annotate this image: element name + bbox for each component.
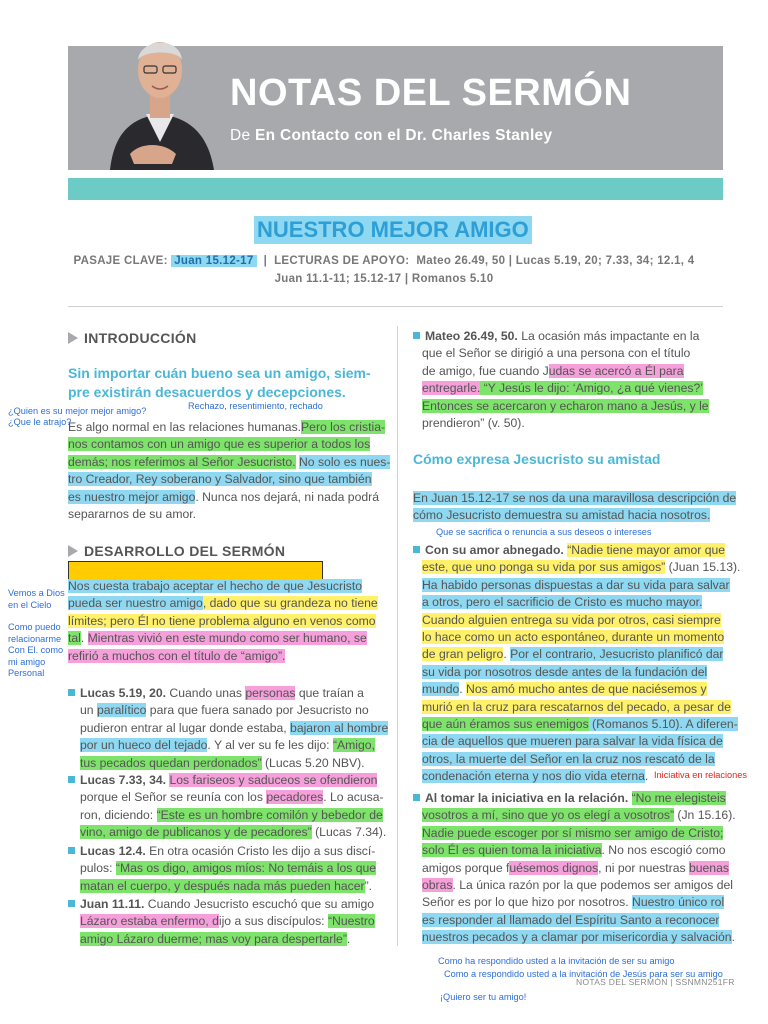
speaker-portrait [100, 14, 220, 170]
lucas7-item: Lucas 7.33, 34. Los fariseos y saduceos se ofendieron porque el Señor se reunía con los pecadores. Lo acusa- ron, diciendo: “Este es un hombre comilón y bebedor de vino, amigo de publicanos y de pecadores” (Lucas 7.34). [68, 772, 386, 842]
express-subhead: Cómo expresa Jesucristo su amistad [413, 451, 661, 467]
triangle-icon [68, 332, 78, 344]
lucas12-item: Lucas 12.4. En otra ocasión Cristo les dijo a sus discí- pulos: “Mas os digo, amigos míos: No temáis a los que matan el cuerpo, y después nada más pueden hacer”. [68, 843, 376, 895]
bullet-icon [68, 776, 75, 783]
teal-bar [68, 178, 723, 200]
development-heading: DESARROLLO DEL SERMÓN [68, 543, 285, 559]
note-vemos: Vemos a Dios en el Cielo [8, 588, 65, 610]
column-divider [397, 326, 398, 946]
passage-line-1: PASAJE CLAVE: Juan 15.12-17 | LECTURAS DE APOYO: Mateo 26.49, 50 | Lucas 5.19, 20; 7.33, 34; 12.1, 4 [73, 255, 695, 267]
express-paragraph: En Juan 15.12-17 se nos da una maravillosa descripción de cómo Jesucristo demuestra su amistad hacia nosotros. [413, 491, 737, 523]
sermon-title: NUESTRO MEJOR AMIGO [254, 216, 532, 244]
intro-paragraph: Es algo normal en las relaciones humanas.Pero los cristia- nos contamos con un amigo que es superior a todos los demás; nos referimos al Señor Jesucristo. No solo es nues- tro Creador, Rey soberano y Salvador, sino que también es nuestro mejor amigo. Nunca nos dejará, ni nada podrá separarnos de su amor. [68, 420, 391, 522]
note-rechazo: Rechazo, resentimiento, rechado [188, 401, 323, 411]
horizontal-divider [68, 306, 723, 307]
header-title: NOTAS DEL SERMÓN [230, 72, 632, 114]
iniciativa-item: Al tomar la iniciativa en la relación. “No me elegisteis vosotros a mí, sino que yo os elegí a vosotros” (Jn 15.16). Nadie puede escoger por sí mismo ser amigo de Cristo; solo Él es quien toma la iniciativa. No nos escogió como amigos porque fuésemos dignos, ni por nuestras buenas obras. La única razón por la que podemos ser amigos del Señor es por lo que hizo por nosotros. Nuestro único rol es responder al llamado del Espíritu Santo a reconocer nuestros pecados y a clamar por misericordia y salvación. [413, 790, 736, 947]
mateo-item: Mateo 26.49, 50. La ocasión más impactante en la que el Señor se dirigió a una persona con el título de amigo, fue cuando Judas se acercó a Él para entregarle. “Y Jesús le dijo: ‘Amigo, ¿a qué vienes?’ Entonces se acercaron y echaron mano a Jesús, y le prendieron” (v. 50). [413, 328, 709, 432]
bullet-icon [413, 332, 420, 339]
header-subtitle: De En Contacto con el Dr. Charles Stanley [230, 127, 553, 144]
triangle-icon [68, 545, 78, 557]
bullet-icon [413, 794, 420, 801]
intro-heading: INTRODUCCIÓN [68, 330, 196, 346]
juan11-item: Juan 11.11. Cuando Jesucristo escuchó que su amigo Lázaro estaba enfermo, dijo a sus discípulos: “Nuestro amigo Lázaro duerme; mas voy para despertarle”. [68, 896, 375, 948]
note-iniciativa: Iniciativa en relaciones [654, 770, 747, 780]
note-respondido-1: Como ha respondido usted a la invitación de ser su amigo [438, 956, 675, 966]
note-sacrifica: Que se sacrifica o renuncia a sus deseos o intereses [436, 527, 652, 537]
note-atrajo: ¿Que le atrajo? [8, 417, 72, 427]
bullet-icon [68, 689, 75, 696]
passage-line-2: Juan 11.1-11; 15.12-17 | Romanos 5.10 [274, 273, 494, 285]
bullet-icon [68, 900, 75, 907]
note-quien: ¿Quien es su mejor mejor amigo? [8, 406, 147, 416]
development-paragraph: Nos cuesta trabajo aceptar el hecho de que Jesucristo pueda ser nuestro amigo, dado que su grandeza no tiene límites; pero Él no tiene problema alguno en venos como tal. Mientras vivió en este mundo como ser humano, se refirió a muchos con el título de “amigo”. [68, 579, 378, 663]
intro-subhead: Sin importar cuán bueno sea un amigo, siem- pre existirán desacuerdos y decepciones. [68, 365, 371, 400]
lucas5-item: Lucas 5.19, 20. Cuando unas personas que traían a un paralítico para que fuera sanado por Jesucristo no pudieron entrar al lugar donde estaba, bajaron al hombre por un hueco del tejado. Y al ver su fe les dijo: “Amigo, tus pecados quedan perdonados” (Lucas 5.20 NBV). [68, 685, 388, 772]
bullet-icon [413, 546, 420, 553]
note-como-puedo: Como puedo relacionarme Con El. como mi amigo Personal [8, 622, 64, 678]
note-respondido-2: Como a respondido usted a la invitación de Jesús para ser su amigo [444, 969, 723, 979]
note-quiero: ¡Quiero ser tu amigo! [440, 992, 527, 1002]
abnegado-item: Con su amor abnegado. “Nadie tiene mayor amor que este, que uno ponga su vida por sus amigos” (Juan 15.13). Ha habido personas dispuestas a dar su vida para salvar a otros, pero el sacrificio de Cristo es mucho mayor. Cuando alguien entrega su vida por otros, casi siempre lo hace como un acto espontáneo, durante un momento de gran peligro. Por el contrario, Jesucristo planificó dar su vida por nosotros desde antes de la fundación del mundo. Nos amó mucho antes de que naciésemos y murió en la cruz para rescatarnos del pecado, a pesar de que aún éramos sus enemigos (Romanos 5.10). A diferen- cia de aquellos que mueren para salvar la vida física de otros, la muerte del Señor en la cruz nos rescató de la condenación eterna y nos dio vida eterna. [413, 542, 740, 786]
key-passage-ref: Juan 15.12-17 [171, 255, 256, 267]
page-footer: NOTAS DEL SERMÓN | SSNMN251FR [576, 977, 735, 987]
bullet-icon [68, 847, 75, 854]
